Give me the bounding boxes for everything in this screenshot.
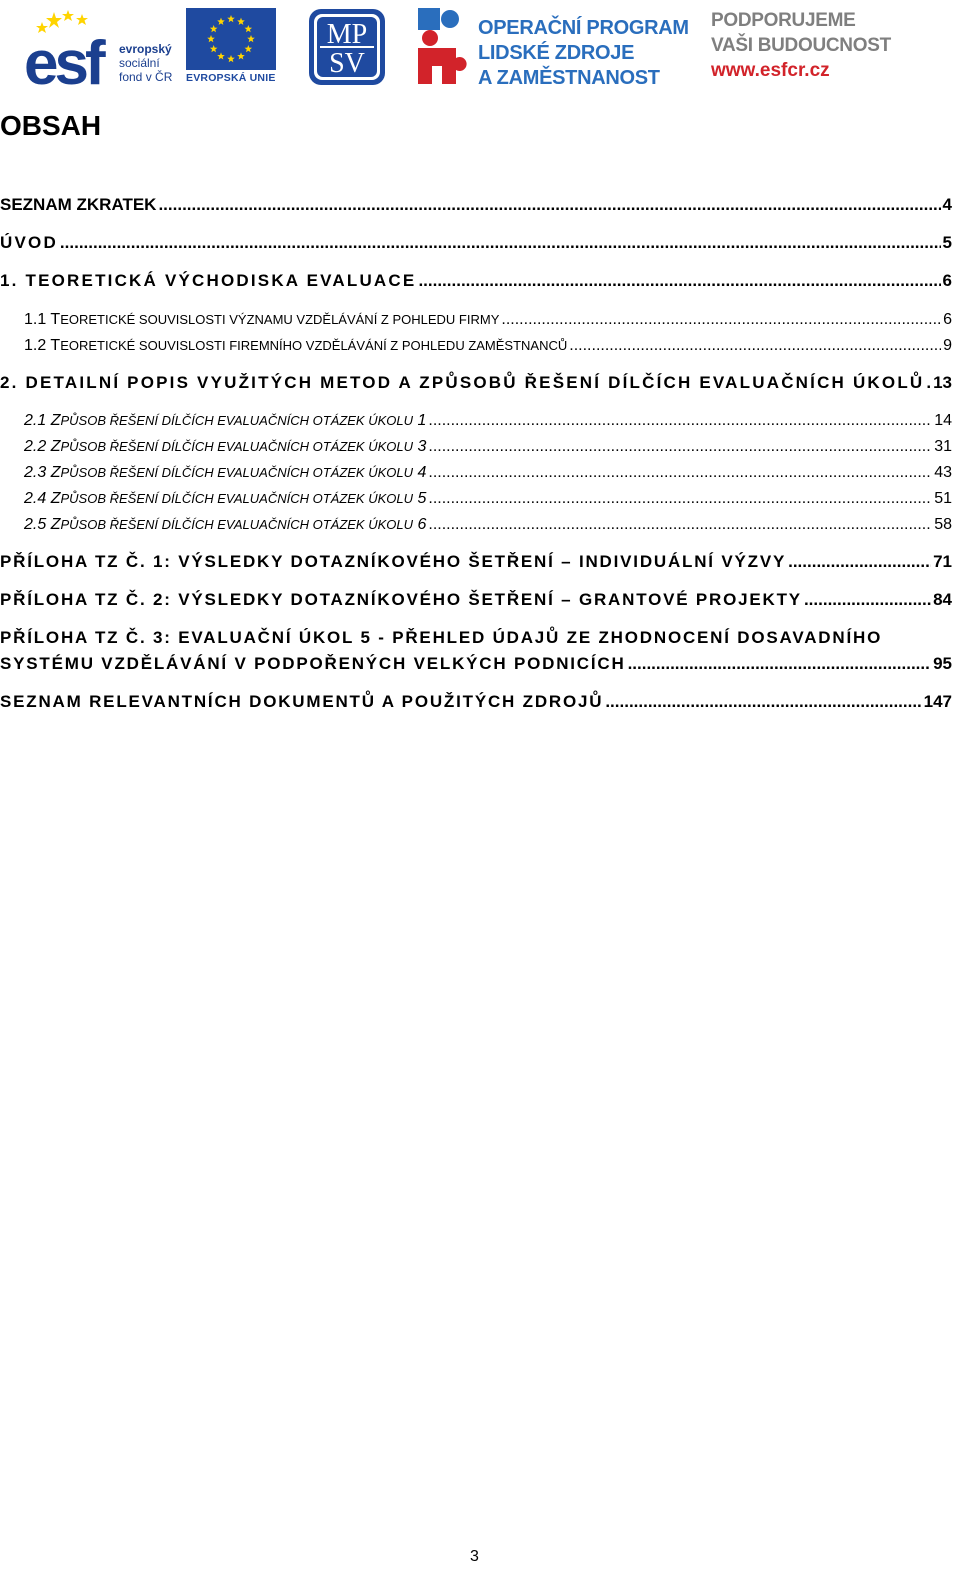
- toc-page-number: 71: [933, 552, 952, 571]
- toc-leader-dots: [804, 590, 931, 610]
- eu-logo: [186, 8, 278, 88]
- toc-entry-section-2-4[interactable]: [0, 490, 952, 508]
- toc-entry-task-number: 1: [417, 412, 427, 429]
- toc-page-number: 147: [923, 692, 952, 711]
- toc-leader-dots: [428, 516, 932, 534]
- toc-entry-title: PŮSOB ŘEŠENÍ DÍLČÍCH EVALUAČNÍCH OTÁZEK ÚKOLU: [60, 491, 414, 506]
- toc-entry-section-1-1[interactable]: [0, 311, 952, 329]
- toc-entry-title: PŮSOB ŘEŠENÍ DÍLČÍCH EVALUAČNÍCH OTÁZEK ÚKOLU: [60, 465, 414, 480]
- toc-leader-dots: [569, 337, 941, 355]
- toc-leader-dots: [60, 233, 941, 253]
- toc-entry-text: [24, 337, 567, 355]
- esf-mark-icon: [24, 8, 119, 88]
- op-lzz-wordmark: [478, 16, 689, 91]
- toc-entry-section-2-5[interactable]: [0, 516, 952, 534]
- esf-line-2: sociální: [119, 56, 160, 70]
- toc-leader-dots: [428, 438, 932, 456]
- svg-text:esf: esf: [24, 29, 102, 88]
- toc-entry-title: EORETICKÉ SOUVISLOSTI VÝZNAMU VZDĚLÁVÁNÍ Z POHLEDU FIRMY: [60, 312, 500, 327]
- toc-entry-title: TEORETICKÁ VÝCHODISKA EVALUACE: [25, 271, 417, 290]
- toc-entry-title: PŮSOB ŘEŠENÍ DÍLČÍCH EVALUAČNÍCH OTÁZEK ÚKOLU: [60, 439, 414, 454]
- toc-entry-section-2-3[interactable]: [0, 464, 952, 482]
- toc-entry-appendix-1[interactable]: [0, 552, 952, 572]
- toc-entry-section-2-2[interactable]: [0, 438, 952, 456]
- toc-entry-chapter-2[interactable]: [0, 373, 952, 393]
- op-lzz-logo: [416, 8, 689, 89]
- toc-entry-appendix-2[interactable]: [0, 590, 952, 610]
- toc-entry-text: [0, 271, 416, 291]
- toc-entry-text: [24, 516, 426, 534]
- toc-entry-number: 2.5: [24, 516, 47, 533]
- toc-page-number: 84: [933, 590, 952, 609]
- op-line-1: OPERAČNÍ PROGRAM: [478, 17, 689, 39]
- toc-leader-dots: [926, 373, 931, 393]
- toc-entry-text: PŘÍLOHA TZ Č. 1: VÝSLEDKY DOTAZNÍKOVÉHO ŠETŘENÍ – INDIVIDUÁLNÍ VÝZVY: [0, 552, 787, 571]
- toc-entry-title: PŮSOB ŘEŠENÍ DÍLČÍCH EVALUAČNÍCH OTÁZEK ÚKOLU: [60, 413, 414, 428]
- toc-page-number: 9: [943, 337, 952, 354]
- toc-page-number: 51: [934, 490, 952, 507]
- mpsv-logo: [308, 8, 386, 86]
- toc-entry-number: 2.2: [24, 438, 47, 455]
- toc-entry-section-1-2[interactable]: [0, 337, 952, 355]
- mpsv-top-text: MP: [326, 19, 368, 50]
- mpsv-bottom-text: SV: [329, 48, 365, 79]
- toc-entry-task-number: 3: [417, 438, 427, 455]
- slogan-line-2: VAŠI BUDOUCNOST: [711, 35, 891, 56]
- op-line-3: A ZAMĚSTNANOST: [478, 67, 660, 89]
- toc-entry-task-number: 4: [417, 464, 427, 481]
- toc-entry-uvod[interactable]: [0, 233, 952, 253]
- toc-entry-initial: Z: [50, 438, 61, 455]
- header-logos: [0, 8, 960, 88]
- toc-entry-number: 1.1: [24, 311, 47, 328]
- toc-entry-text: PŘÍLOHA TZ Č. 2: VÝSLEDKY DOTAZNÍKOVÉHO ŠETŘENÍ – GRANTOVÉ PROJEKTY: [0, 590, 802, 609]
- page-number: 3: [470, 1548, 479, 1565]
- toc-entry-text: [24, 311, 499, 329]
- toc-entry-appendix-3-line-2[interactable]: [0, 654, 952, 674]
- toc-leader-dots: [428, 412, 932, 430]
- toc-page-number: 58: [934, 516, 952, 533]
- slogan-line-1: PODPORUJEME: [711, 10, 856, 31]
- toc-leader-dots: [628, 654, 932, 674]
- toc-leader-dots: [605, 692, 921, 712]
- puzzle-figure-icon: [416, 8, 472, 88]
- toc-entry-task-number: 6: [417, 516, 427, 533]
- toc-entry-text: [24, 412, 426, 430]
- slogan-url: www.esfcr.cz: [711, 60, 830, 81]
- mpsv-mark-icon: [308, 8, 386, 86]
- toc-entry-section-2-1[interactable]: [0, 412, 952, 430]
- toc-entry-seznam-zkratek[interactable]: [0, 195, 952, 215]
- toc-entry-number: 1.: [0, 271, 19, 290]
- toc-page-number: 14: [934, 412, 952, 429]
- toc-page-number: 6: [942, 271, 952, 290]
- toc-page-number: 13: [933, 373, 952, 392]
- toc-page-number: 5: [942, 233, 952, 252]
- toc-entry-number: 2.: [0, 373, 19, 392]
- toc-entry-number: 2.1: [24, 412, 47, 429]
- toc-entry-number: 2.4: [24, 490, 47, 507]
- toc-leader-dots: [788, 552, 931, 572]
- toc-entry-text: ÚVOD: [0, 233, 58, 252]
- toc-entry-number: 1.2: [24, 337, 47, 354]
- toc-page-number: 6: [943, 311, 952, 328]
- toc-leader-dots: [428, 490, 932, 508]
- toc-page-number: 4: [942, 195, 952, 214]
- toc-entry-number: 2.3: [24, 464, 47, 481]
- page-title: OBSAH: [0, 110, 102, 141]
- toc-entry-title: DETAILNÍ POPIS VYUŽITÝCH METOD A ZPŮSOBŮ ŘEŠENÍ DÍLČÍCH EVALUAČNÍCH ÚKOLŮ: [25, 373, 925, 392]
- toc-page-number: 95: [933, 654, 952, 673]
- esf-line-1: evropský: [119, 42, 172, 56]
- eu-flag-icon: [186, 8, 276, 70]
- toc-entry-initial: Z: [50, 490, 61, 507]
- toc-entry-appendix-3-line-1[interactable]: [0, 628, 952, 648]
- toc-page-number: 43: [934, 464, 952, 481]
- toc-entry-initial: Z: [50, 412, 61, 429]
- toc-entry-sources[interactable]: [0, 692, 952, 712]
- toc-entry-title: PŮSOB ŘEŠENÍ DÍLČÍCH EVALUAČNÍCH OTÁZEK ÚKOLU: [60, 517, 414, 532]
- esf-line-3: fond v ČR: [119, 70, 173, 84]
- toc-entry-text: [24, 490, 426, 508]
- toc-entry-text: SEZNAM RELEVANTNÍCH DOKUMENTŮ A POUŽITÝCH ZDROJŮ: [0, 692, 604, 711]
- toc-leader-dots: [418, 271, 940, 291]
- toc-page-number: 31: [934, 438, 952, 455]
- toc-leader-dots: [158, 195, 940, 215]
- toc-leader-dots: [428, 464, 932, 482]
- toc-entry-initial: Z: [50, 516, 61, 533]
- toc-entry-task-number: 5: [417, 490, 427, 507]
- op-line-2: LIDSKÉ ZDROJE: [478, 42, 635, 64]
- toc-entry-text: [0, 373, 924, 393]
- esf-wordmark: [119, 42, 172, 84]
- toc-entry-text: PŘÍLOHA TZ Č. 3: EVALUAČNÍ ÚKOL 5 - PŘEHLED ÚDAJŮ ZE ZHODNOCENÍ DOSAVADNÍHO: [0, 628, 883, 647]
- toc-entry-initial: T: [50, 311, 61, 328]
- toc-entry-initial: T: [50, 337, 61, 354]
- esf-logo: [24, 8, 184, 88]
- toc-entry-text: [24, 464, 426, 482]
- toc-entry-initial: Z: [50, 464, 61, 481]
- toc-leader-dots: [501, 311, 941, 329]
- toc-entry-text: SEZNAM ZKRATEK: [0, 195, 157, 214]
- toc-entry-text: [24, 438, 426, 456]
- support-slogan: [711, 8, 911, 88]
- toc-entry-text-continued: SYSTÉMU VZDĚLÁVÁNÍ V PODPOŘENÝCH VELKÝCH PODNICÍCH: [0, 654, 626, 673]
- toc-entry-chapter-1[interactable]: [0, 271, 952, 291]
- eu-label: EVROPSKÁ UNIE: [186, 72, 276, 84]
- toc-entry-title: EORETICKÉ SOUVISLOSTI FIREMNÍHO VZDĚLÁVÁNÍ Z POHLEDU ZAMĚSTNANCŮ: [60, 338, 568, 353]
